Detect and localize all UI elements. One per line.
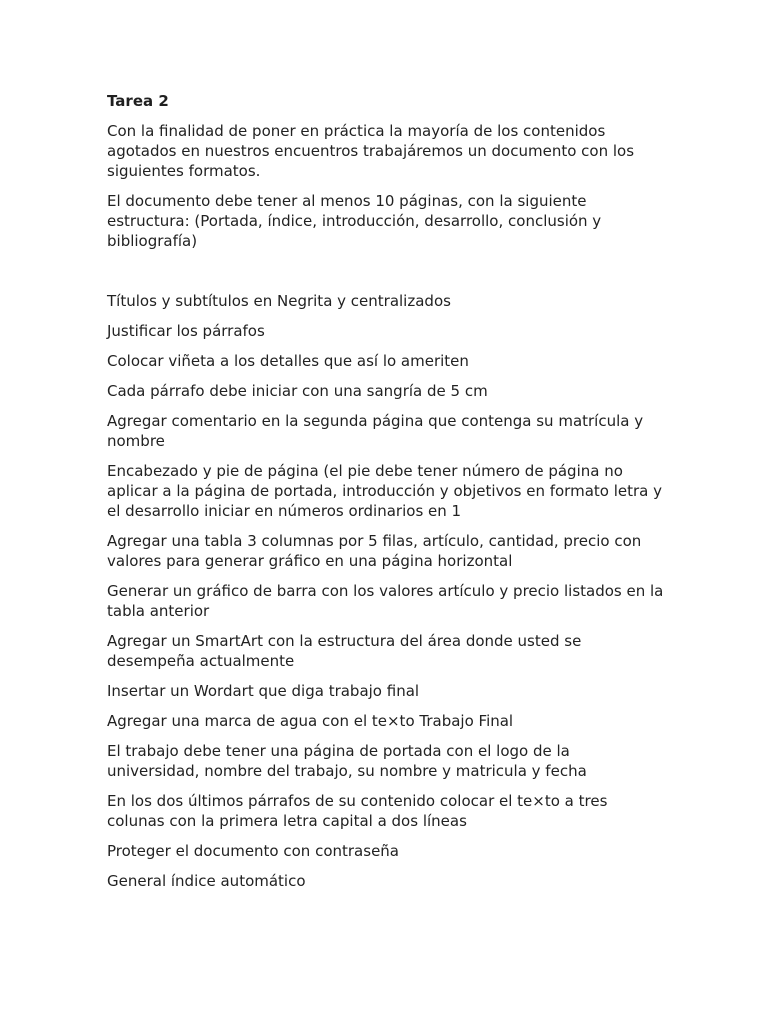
requirement-item: Encabezado y pie de página (el pie debe tener número de página no aplicar a la página de portada, introducción y objetivos en formato letra y el desarrollo iniciar en números ordinarios en 1: [107, 462, 662, 520]
intro-paragraph: El documento debe tener al menos 10 páginas, con la siguiente estructura: (Portada, índice, introducción, desarrollo, conclusión y bibliografía): [107, 192, 602, 250]
requirement-item: En los dos últimos párrafos de su contenido colocar el te×to a tres colunas con la primera letra capital a dos líneas: [107, 792, 608, 830]
requirement-item: El trabajo debe tener una página de portada con el logo de la universidad, nombre del trabajo, su nombre y matricula y fecha: [107, 742, 587, 780]
spacer: [107, 261, 667, 291]
requirement-item: Colocar viñeta a los detalles que así lo ameriten: [107, 352, 469, 370]
requirement-item: Insertar un Wordart que diga trabajo final: [107, 682, 420, 700]
requirement-item: Justificar los párrafos: [107, 322, 265, 340]
requirement-item: Agregar comentario en la segunda página que contenga su matrícula y nombre: [107, 412, 644, 450]
intro-paragraph: Con la finalidad de poner en práctica la mayoría de los contenidos agotados en nuestros encuentros trabajáremos un documento con los siguientes formatos.: [107, 122, 635, 180]
document-body: [107, 91, 667, 901]
requirement-item: General índice automático: [107, 872, 306, 890]
requirement-item: Agregar un SmartArt con la estructura del área donde usted se desempeña actualmente: [107, 632, 582, 670]
requirement-item: Generar un gráfico de barra con los valores artículo y precio listados en la tabla anterior: [107, 582, 664, 620]
requirement-item: Cada párrafo debe iniciar con una sangría de 5 cm: [107, 382, 488, 400]
requirement-item: Proteger el documento con contraseña: [107, 842, 399, 860]
requirement-item: Agregar una marca de agua con el te×to Trabajo Final: [107, 712, 514, 730]
document-title: Tarea 2: [107, 92, 169, 110]
requirement-item: Agregar una tabla 3 columnas por 5 filas, artículo, cantidad, precio con valores para generar gráfico en una página horizontal: [107, 532, 642, 570]
requirement-item: Títulos y subtítulos en Negrita y centralizados: [107, 292, 451, 310]
